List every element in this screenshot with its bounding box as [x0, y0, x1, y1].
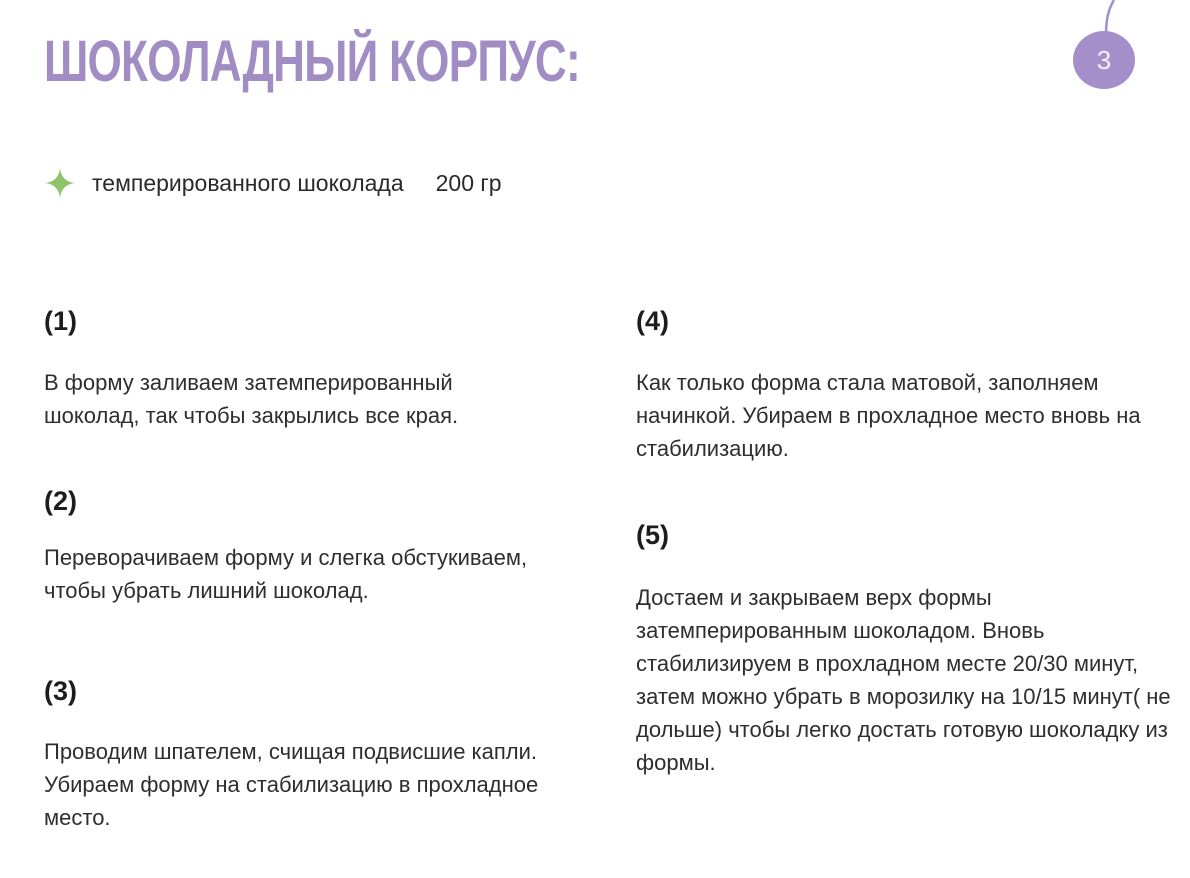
- ingredient-item: [44, 166, 502, 200]
- page-title: ШОКОЛАДНЫЙ КОРПУС:: [44, 29, 580, 94]
- step-text: Как только форма стала матовой, заполняем начинкой. Убираем в прохладное место вновь на стабилизацию.: [636, 370, 1141, 461]
- step-1: [44, 308, 604, 432]
- step-3: [44, 678, 604, 834]
- step-number: (5): [636, 520, 669, 550]
- green-sparkle-icon: [44, 167, 76, 199]
- ingredient-quantity: 200 гр: [435, 169, 502, 196]
- step-number: (3): [44, 676, 77, 706]
- step-text: Проводим шпателем, счищая подвисшие капли. Убираем форму на стабилизацию в прохладное место.: [44, 739, 539, 830]
- step-number: (1): [44, 306, 77, 336]
- step-text: Переворачиваем форму и слегка обстукиваем, чтобы убрать лишний шоколад.: [44, 545, 528, 603]
- page-number-badge: [1073, 31, 1135, 89]
- ingredient-name: темперированного шоколада: [92, 169, 404, 196]
- step-text: Достаем и закрываем верх формы затемперированным шоколадом. Вновь стабилизируем в прохладном месте 20/30 минут, затем можно убрать в морозилку на 10/15 минут( не дольше) чтобы легко достать готовую шоколадку из формы.: [636, 585, 1171, 775]
- step-text: В форму заливаем затемперированный шоколад, так чтобы закрылись все края.: [44, 370, 459, 428]
- page-number: 3: [1096, 44, 1112, 75]
- step-5: [636, 522, 1186, 779]
- step-number: (4): [636, 306, 669, 336]
- step-number: (2): [44, 486, 77, 516]
- step-2: [44, 488, 604, 607]
- step-4: [636, 308, 1190, 465]
